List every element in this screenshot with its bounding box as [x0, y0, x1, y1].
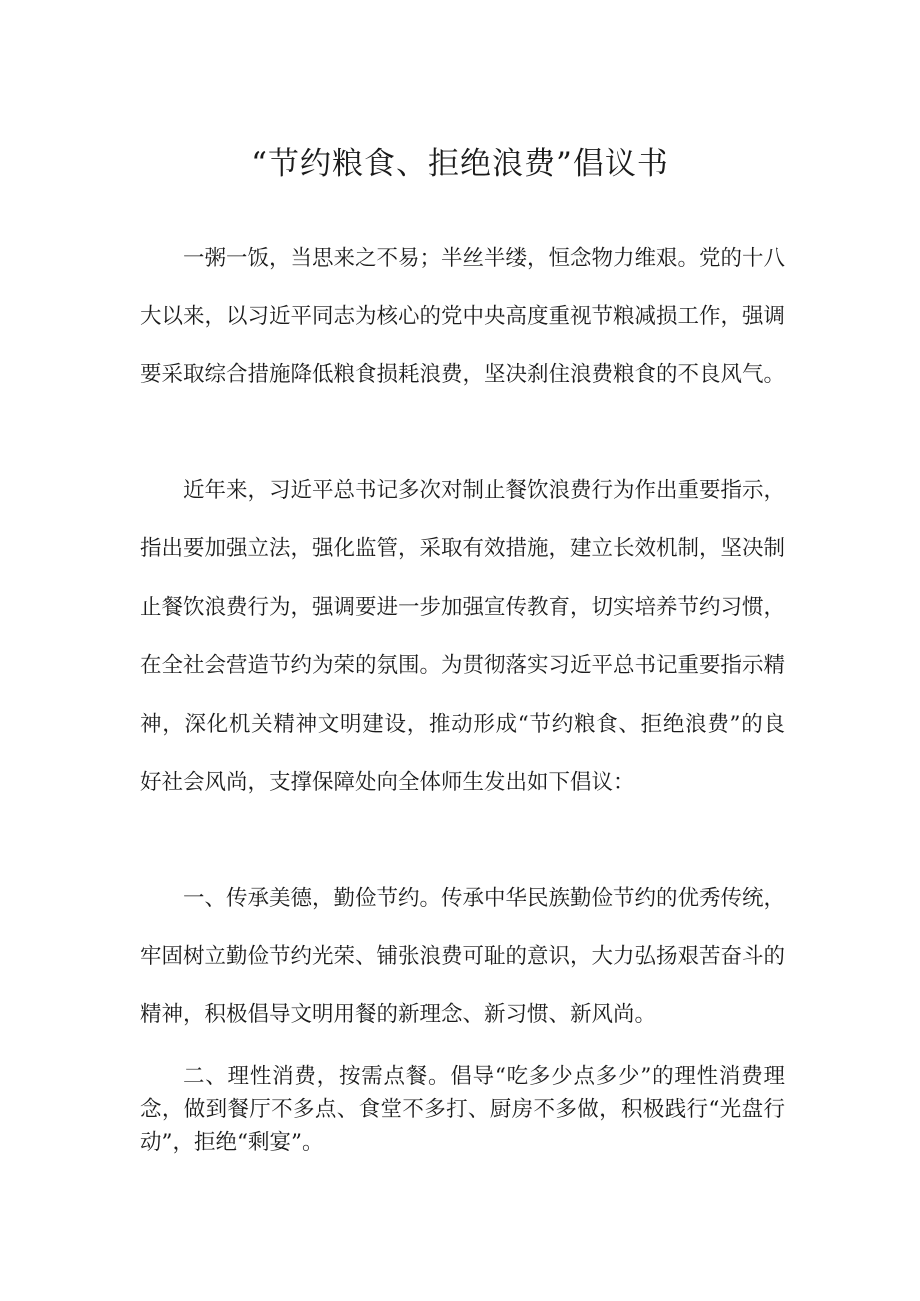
paragraph-2: 近年来，习近平总书记多次对制止餐饮浪费行为作出重要指示，指出要加强立法，强化监管，采取有效措施，建立长效机制，坚决制止餐饮浪费行为，强调要进一步加强宣传教育，切实培养节约习惯，在全社会营造节约为荣的氛围。为贯彻落实习近平总书记重要指示精神，深化机关精神文明建设，推动形成“节约粮食、拒绝浪费”的良好社会风尚，支撑保障处向全体师生发出如下倡议： [140, 478, 786, 796]
paragraph-1: 一粥一饭，当思来之不易；半丝半缕，恒念物力维艰。党的十八大以来，以习近平同志为核心的党中央高度重视节粮减损工作，强调要采取综合措施降低粮食损耗浪费，坚决刹住浪费粮食的不良风气。 [140, 246, 786, 388]
paragraph-4: 二、理性消费，按需点餐。倡导“吃多少点多少”的理性消费理念，做到餐厅不多点、食堂不多打、厨房不多做，积极践行“光盘行动”，拒绝“剩宴”。 [140, 1064, 785, 1155]
document-title: “节约粮食、拒绝浪费”倡议书 [251, 146, 669, 182]
paragraph-3: 一、传承美德，勤俭节约。传承中华民族勤俭节约的优秀传统，牢固树立勤俭节约光荣、铺张浪费可耻的意识，大力弘扬艰苦奋斗的精神，积极倡导文明用餐的新理念、新习惯、新风尚。 [140, 886, 786, 1028]
